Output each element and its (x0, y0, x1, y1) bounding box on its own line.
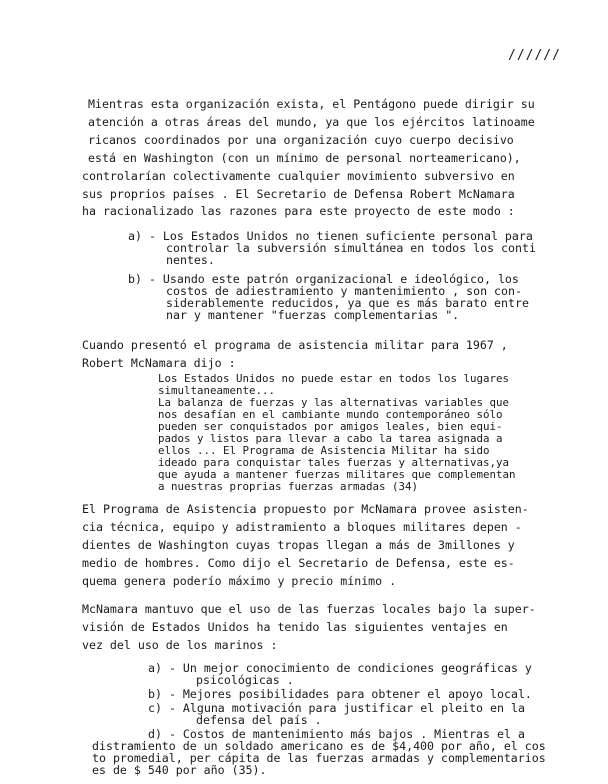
list-item-line: b) - Mejores posibilidades para obtener el apoyo local. (148, 687, 532, 701)
quote-line: nos desafían en el cambiante mundo contemporáneo sólo (158, 408, 503, 421)
text-line: El Programa de Asistencia propuesto por McNamara provee asisten- (82, 502, 529, 516)
text-line: Cuando presentó el programa de asistencia militar para 1967 , (82, 338, 508, 352)
text-line: medio de hombres. Como dijo el Secretario de Defensa, este es- (82, 556, 515, 570)
list-item-line: siderablemente reducidos, ya que es más barato entre (166, 296, 529, 310)
quote-line: pados y listos para llevar a cabo la tarea asignada a (158, 432, 503, 445)
text-line: cia técnica, equipo y adistramiento a bloques militares depen - (82, 520, 522, 534)
text-line: dientes de Washington cuyas tropas llegan a más de 3millones y (82, 538, 515, 552)
quote-line: La balanza de fuerzas y las alternativas variables que (158, 396, 510, 409)
list-item-line: controlar la subversión simultánea en todos los conti (166, 241, 536, 255)
text-line: Mientras esta organización exista, el Pentágono puede dirigir su (88, 97, 535, 111)
text-line: visión de Estados Unidos ha tenido las siguientes ventajes en (82, 620, 508, 634)
quote-line: a nuestras proprias fuerzas armadas (34) (158, 480, 419, 493)
list-item-line: nar y mantener "fuerzas complementarias ". (166, 308, 460, 322)
quote-line: que ayuda a mantener fuerzas militares que complementan (158, 468, 516, 481)
text-line: vez del uso de los marinos : (82, 638, 278, 652)
quote-line: pueden ser conquistados por amigos leales, bien equi- (158, 420, 503, 433)
text-line: ricanos coordinados por una organización cuyo cuerpo decisivo (88, 133, 514, 147)
page-mark: ////// (508, 48, 561, 63)
list-item-line: defensa del país . (196, 713, 322, 727)
text-line: controlarían colectivamente cualquier movimiento subversivo en (82, 169, 515, 183)
quote-line: simultaneamente... (158, 384, 276, 397)
text-line: sus proprios países . El Secretario de Defensa Robert McNamara (82, 187, 515, 201)
list-item-line: a) - Un mejor conocimiento de condiciones geográficas y (148, 661, 532, 675)
list-item-line: nentes. (166, 253, 215, 267)
list-item-line: c) - Alguna motivación para justificar el pleito en la (148, 701, 525, 715)
text-line: quema genera poderío máximo y precio mínimo . (82, 574, 397, 588)
quote-line: ellos ... El Programa de Asistencia Militar ha sido (158, 444, 490, 457)
text-line: está en Washington (con un mínimo de personal norteamericano), (88, 151, 521, 165)
list-item-line: distramiento de un soldado americano es de $4,400 por año, el cos (92, 739, 546, 753)
text-line: McNamara mantuvo que el uso de las fuerzas locales bajo la super- (82, 602, 536, 616)
list-item-line: to promedial, per cápita de las fuerzas armadas y complementarios (92, 751, 546, 765)
quote-line: Los Estados Unidos no puede estar en todos los lugares (158, 372, 510, 385)
list-item-line: a) - Los Estados Unidos no tienen suficiente personal para (128, 229, 533, 243)
text-line: Robert McNamara dijo : (82, 356, 236, 370)
list-item-line: psicológicas . (196, 673, 294, 687)
list-item-line: es de $ 540 por año (35). (92, 763, 267, 777)
quote-line: ideado para conquistar tales fuerzas y alternativas,ya (158, 456, 510, 469)
list-item-line: d) - Costos de mantenimiento más bajos . Mientras el a (148, 727, 525, 741)
list-item-line: b) - Usando este patrón organizacional e ideológico, los (128, 272, 519, 286)
list-item-line: costos de adiestramiento y mantenimiento , son con- (166, 284, 522, 298)
text-line: ha racionalizado las razones para este proyecto de este modo : (82, 204, 515, 218)
text-line: atención a otras áreas del mundo, ya que los ejércitos latinoame (88, 115, 535, 129)
